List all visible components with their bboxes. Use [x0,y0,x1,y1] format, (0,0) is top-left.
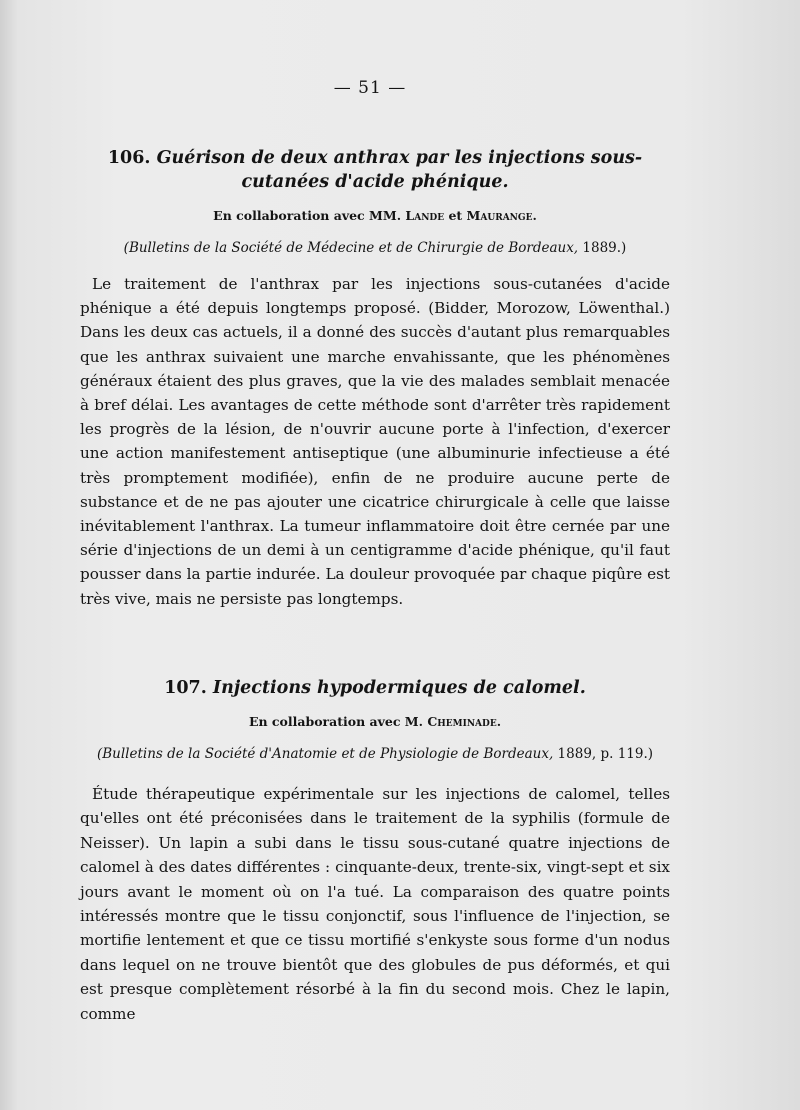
section-number: 106. [107,148,151,168]
source-citation [80,746,670,762]
source-citation [80,240,670,256]
page-number: — 51 — [333,78,407,98]
collaborator-name: Cheminade. [427,714,502,729]
section-107 [80,676,670,1026]
collaborator-name: Lande [405,208,445,223]
section-title: Guérison de deux anthrax par les injections sous-cutanées d'acide phénique. [156,148,643,192]
source-detail: 1889, p. 119.) [557,746,654,762]
section-106 [80,146,670,611]
section-heading [80,146,670,194]
source-journal: (Bulletins de la Société d'Anatomie et de Physiologie de Bordeaux, [96,746,554,762]
section-title: Injections hypodermiques de calomel. [212,678,586,698]
section-body: Le traitement de l'anthrax par les injections sous-cutanées d'acide phénique a été depuis longtemps proposé. (Bidder, Morozow, Löwenthal.) Dans les deux cas actuels, il a donné des succès d'autant plus remarquables que les anthrax suivaient une marche envahissante, que les phénomènes généraux étaient des plus graves, que la vie des malades semblait menacée à bref délai. Les avantages de cette méthode sont d'arrêter très rapidement les progrès de la lésion, de n'ouvrir aucune porte à l'infection, d'exercer une action manifestement antiseptique (une albuminurie infectieuse a été très promptement modifiée), enfin de ne produire aucune perte de substance et de ne pas ajouter une cicatrice chirurgicale à celle que laisse inévitablement l'anthrax. La tumeur inflammatoire doit être cernée par une série d'injections de un demi à un centigramme d'acide phénique, qu'il faut pousser dans la partie indurée. La douleur provoquée par chaque piqûre est très vive, mais ne persiste pas longtemps. [80,275,670,608]
collaboration-prefix: En collaboration avec MM. [213,208,402,223]
collaborator-name: Maurange. [466,208,537,223]
section-body: Étude thérapeutique expérimentale sur les injections de calomel, telles qu'elles ont été préconisées dans le traitement de la syphilis (formule de Neisser). Un lapin a subi dans le tissu sous-cutané quatre injections de calomel à des dates différentes : cinquante-deux, trente-six, vingt-sept et six jours avant le moment où on l'a tué. La comparaison des quatre points intéressés montre que le tissu conjonctif, sous l'influence de l'injection, se mortifie lentement et que ce tissu mortifié s'enkyste sous forme d'un nodus dans lequel on ne trouve bientôt que des globules de pus déformés, et qui est presque complètement résorbé à la fin du second mois. Chez le lapin, comme [80,785,670,1023]
collaboration-line [80,208,670,223]
source-detail: 1889.) [582,240,627,256]
collaboration-prefix: En collaboration avec M. [248,714,423,729]
collaboration-joiner: et [448,208,463,223]
section-heading [80,676,670,700]
source-journal: (Bulletins de la Société de Médecine et de Chirurgie de Bordeaux, [123,240,579,256]
section-number: 107. [164,678,207,698]
collaboration-line [80,714,670,729]
